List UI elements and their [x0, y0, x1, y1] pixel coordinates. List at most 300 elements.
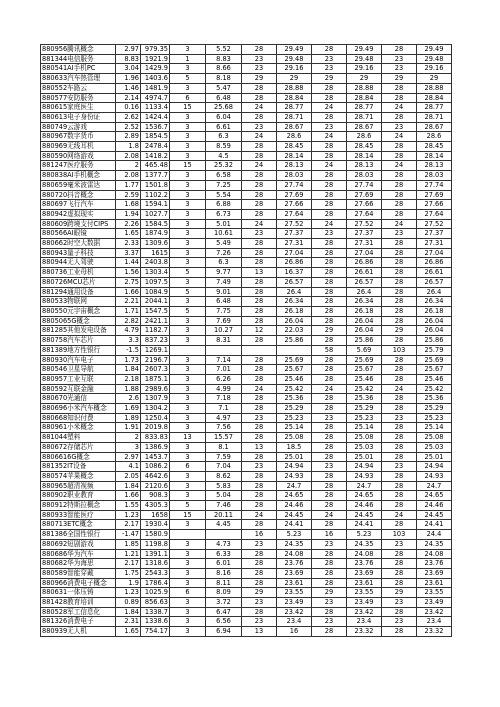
- c4-cell: 7.69: [206, 316, 242, 326]
- c10-cell: 24.94: [417, 462, 452, 472]
- sector-cell: [41, 83, 116, 93]
- c4-cell: 6.48: [206, 297, 242, 307]
- sector-code: 880966: [42, 578, 68, 587]
- sector-name: 塑料: [67, 433, 81, 442]
- c10-cell: 25.46: [417, 374, 452, 384]
- c3-cell: 3: [170, 209, 206, 219]
- c9-cell: 28: [382, 268, 417, 278]
- c6-cell: 26.4: [277, 287, 312, 297]
- c3-cell: 3: [170, 297, 206, 307]
- c10-cell: 23.4: [417, 617, 452, 627]
- change-cell: 2.08: [116, 151, 141, 161]
- sector-cell: [41, 64, 116, 74]
- c5-cell: 28: [242, 568, 277, 578]
- change-cell: 1.77: [116, 180, 141, 190]
- c3-cell: [170, 345, 206, 355]
- c4-cell: 6.94: [206, 627, 242, 637]
- table-row: [41, 491, 487, 501]
- c5-cell: 13: [242, 442, 277, 452]
- c8-cell: 25.42: [347, 384, 382, 394]
- sector-name: 车路云: [67, 83, 87, 92]
- price-cell: 1418.2: [141, 151, 170, 161]
- c3-cell: 3: [170, 394, 206, 404]
- c9-cell: 28: [382, 142, 417, 152]
- table-row: [41, 559, 487, 569]
- table-row: [41, 142, 487, 152]
- sector-cell: [41, 209, 116, 219]
- c7-cell: 24: [312, 161, 347, 171]
- c5-cell: 13: [242, 627, 277, 637]
- c7-cell: 28: [312, 578, 347, 588]
- sector-code: 880939: [42, 627, 68, 636]
- sector-code: 881386: [42, 530, 68, 539]
- change-cell: 1.66: [116, 287, 141, 297]
- table-row: [41, 306, 487, 316]
- c10-cell: 28.88: [417, 83, 452, 93]
- c8-cell: 23.4: [347, 617, 382, 627]
- c8-cell: 27.74: [347, 180, 382, 190]
- change-cell: 1.23: [116, 510, 141, 520]
- c5-cell: 28: [242, 45, 277, 55]
- c8-cell: 24.7: [347, 481, 382, 491]
- price-cell: 1453.7: [141, 452, 170, 462]
- sector-name: 消费电子概念: [67, 578, 107, 587]
- c10-cell: 28.67: [417, 122, 452, 132]
- sector-cell: [41, 355, 116, 365]
- price-cell: 1309.6: [141, 239, 170, 249]
- c3-cell: 15: [170, 510, 206, 520]
- c10-cell: 26.34: [417, 297, 452, 307]
- change-cell: 4.79: [116, 326, 141, 336]
- sector-name: 苹果概念: [67, 471, 94, 480]
- c9-cell: 28: [382, 171, 417, 181]
- sector-name: 全国性银行: [67, 530, 101, 539]
- table-row: [41, 501, 487, 511]
- c3-cell: 3: [170, 326, 206, 336]
- c6-cell: 28.88: [277, 83, 312, 93]
- sector-code: 880749: [42, 122, 68, 131]
- c8-cell: 26.57: [347, 277, 382, 287]
- table-row: [41, 578, 487, 588]
- c3-cell: 3: [170, 132, 206, 142]
- c10-cell: 25.67: [417, 365, 452, 375]
- sector-name: 特斯拉概念: [67, 501, 101, 510]
- c7-cell: 28: [312, 394, 347, 404]
- c7-cell: 28: [312, 355, 347, 365]
- c8-cell: 26.34: [347, 297, 382, 307]
- c10-cell: 24.45: [417, 510, 452, 520]
- sector-code: 880696: [42, 404, 68, 413]
- sector-name: 抖音概念: [67, 190, 94, 199]
- c9-cell: 28: [382, 306, 417, 316]
- c8-cell: 28.67: [347, 122, 382, 132]
- sector-name: 工业互联: [67, 374, 94, 383]
- c4-cell: 7.04: [206, 462, 242, 472]
- change-cell: 2.33: [116, 239, 141, 249]
- sector-name: 无线耳机: [67, 142, 94, 151]
- table-row: [41, 607, 487, 617]
- change-cell: 1.65: [116, 229, 141, 239]
- c4-cell: 9.01: [206, 287, 242, 297]
- change-cell: 2.05: [116, 471, 141, 481]
- sector-code: 880662: [42, 239, 68, 248]
- c6-cell: 28.84: [277, 93, 312, 103]
- sector-cell: [41, 452, 116, 462]
- sector-cell: [41, 559, 116, 569]
- sector-cell: [41, 219, 116, 229]
- c4-cell: 5.01: [206, 219, 242, 229]
- c6-cell: 28.71: [277, 112, 312, 122]
- c7-cell: 28: [312, 627, 347, 637]
- c10-cell: 25.23: [417, 413, 452, 423]
- c8-cell: 25.23: [347, 413, 382, 423]
- c3-cell: 3: [170, 112, 206, 122]
- change-cell: 1.84: [116, 481, 141, 491]
- c6-cell: 25.23: [277, 413, 312, 423]
- sector-name: AI手机概念: [67, 171, 101, 180]
- c6-cell: 29.48: [277, 54, 312, 64]
- c3-cell: 15: [170, 103, 206, 113]
- c8-cell: 24.94: [347, 462, 382, 472]
- c8-cell: 24.45: [347, 510, 382, 520]
- price-cell: 1198.8: [141, 539, 170, 549]
- c5-cell: 13: [242, 268, 277, 278]
- c3-cell: 3: [170, 374, 206, 384]
- c8-cell: 5.23: [347, 530, 382, 540]
- price-cell: 833.83: [141, 433, 170, 443]
- c8-cell: 25.14: [347, 423, 382, 433]
- change-cell: 2.17: [116, 520, 141, 530]
- table-row: [41, 258, 487, 268]
- c5-cell: 28: [242, 142, 277, 152]
- change-cell: 1.69: [116, 404, 141, 414]
- c5-cell: 24: [242, 384, 277, 394]
- sector-cell: [41, 588, 116, 598]
- change-cell: 2.97: [116, 452, 141, 462]
- c6-cell: 25.86: [277, 336, 312, 346]
- c6-cell: 24.93: [277, 471, 312, 481]
- c10-cell: 29.48: [417, 54, 452, 64]
- c5-cell: 28: [242, 336, 277, 346]
- c5-cell: 28: [242, 433, 277, 443]
- c7-cell: 28: [312, 200, 347, 210]
- c5-cell: 12: [242, 326, 277, 336]
- sector-code: 881247: [42, 161, 68, 170]
- c7-cell: 28: [312, 568, 347, 578]
- c9-cell: 28: [382, 258, 417, 268]
- c7-cell: 28: [312, 180, 347, 190]
- c9-cell: 28: [382, 404, 417, 414]
- table-row: [41, 549, 487, 559]
- c9-cell: 29: [382, 588, 417, 598]
- sector-code: 880697: [42, 200, 68, 209]
- c5-cell: 28: [242, 112, 277, 122]
- c9-cell: 24: [382, 161, 417, 171]
- c3-cell: [170, 530, 206, 540]
- c9-cell: 28: [382, 248, 417, 258]
- c6-cell: 26.86: [277, 258, 312, 268]
- c3-cell: 3: [170, 190, 206, 200]
- sector-name: 飞行汽车: [67, 200, 94, 209]
- price-cell: 1580.9: [141, 530, 170, 540]
- c5-cell: 28: [242, 190, 277, 200]
- c4-cell: [206, 345, 242, 355]
- c8-cell: 5.69: [347, 345, 382, 355]
- price-cell: 1027.7: [141, 209, 170, 219]
- sector-cell: [41, 306, 116, 316]
- c5-cell: 24: [242, 161, 277, 171]
- c5-cell: 23: [242, 229, 277, 239]
- change-cell: 2.26: [116, 219, 141, 229]
- sector-cell: [41, 462, 116, 472]
- c3-cell: 3: [170, 122, 206, 132]
- c10-cell: 28.84: [417, 93, 452, 103]
- sector-code: 881044: [42, 433, 68, 442]
- c3-cell: 3: [170, 248, 206, 258]
- sector-cell: [41, 171, 116, 181]
- c9-cell: 24: [382, 510, 417, 520]
- c5-cell: 23: [242, 413, 277, 423]
- c3-cell: 5: [170, 74, 206, 84]
- sector-cell: [41, 549, 116, 559]
- sector-name: 智能医疗: [67, 510, 94, 519]
- c10-cell: 25.14: [417, 423, 452, 433]
- c9-cell: 24: [382, 384, 417, 394]
- c6-cell: 28.13: [277, 161, 312, 171]
- sector-cell: [41, 433, 116, 443]
- c6-cell: 24.7: [277, 481, 312, 491]
- c8-cell: 24.46: [347, 501, 382, 511]
- c4-cell: 8.11: [206, 578, 242, 588]
- c6-cell: 29.49: [277, 45, 312, 55]
- c8-cell: 28.13: [347, 161, 382, 171]
- c10-cell: 23.49: [417, 598, 452, 608]
- sector-code: 880967: [42, 132, 68, 141]
- c4-cell: 7.59: [206, 452, 242, 462]
- c7-cell: 28: [312, 171, 347, 181]
- c10-cell: 29.49: [417, 45, 452, 55]
- sector-name: 光通信: [67, 394, 87, 403]
- c8-cell: 27.66: [347, 200, 382, 210]
- c7-cell: 28: [312, 93, 347, 103]
- c8-cell: 29.49: [347, 45, 382, 55]
- sector-name: 短剧游戏: [67, 539, 94, 548]
- c3-cell: 3: [170, 151, 206, 161]
- table-row: [41, 122, 487, 132]
- c10-cell: 27.69: [417, 190, 452, 200]
- c3-cell: 3: [170, 568, 206, 578]
- c7-cell: 24: [312, 132, 347, 142]
- price-cell: 1250.4: [141, 413, 170, 423]
- c5-cell: 28: [242, 93, 277, 103]
- c3-cell: 3: [170, 45, 206, 55]
- c3-cell: 3: [170, 520, 206, 530]
- price-cell: 1304.2: [141, 404, 170, 414]
- change-cell: 0.16: [116, 103, 141, 113]
- c8-cell: 28.84: [347, 93, 382, 103]
- c10-cell: 29: [417, 74, 452, 84]
- c10-cell: 25.36: [417, 394, 452, 404]
- c4-cell: 5.04: [206, 491, 242, 501]
- c8-cell: 28.45: [347, 142, 382, 152]
- c7-cell: 28: [312, 45, 347, 55]
- c10-cell: 25.08: [417, 433, 452, 443]
- sector-name: AI手机PC: [67, 64, 96, 73]
- table-row: [41, 326, 487, 336]
- sector-name: 无人驾驶: [67, 258, 94, 267]
- sector-code: 880713: [42, 520, 68, 529]
- c5-cell: 28: [242, 209, 277, 219]
- c3-cell: 3: [170, 171, 206, 181]
- table-row: [41, 64, 487, 74]
- c7-cell: 28: [312, 151, 347, 161]
- sector-name: 跨境支付CIPS: [67, 219, 109, 228]
- c4-cell: 8.1: [206, 442, 242, 452]
- c10-cell: 29.16: [417, 64, 452, 74]
- c8-cell: 23.55: [347, 588, 382, 598]
- sector-cell: [41, 239, 116, 249]
- c10-cell: 24.08: [417, 549, 452, 559]
- c9-cell: 28: [382, 394, 417, 404]
- c3-cell: 3: [170, 598, 206, 608]
- change-cell: 3.37: [116, 248, 141, 258]
- sector-name: 知识付费: [67, 413, 94, 422]
- c4-cell: 6.48: [206, 93, 242, 103]
- c7-cell: 28: [312, 374, 347, 384]
- price-cell: 2403.8: [141, 258, 170, 268]
- c4-cell: 6.88: [206, 200, 242, 210]
- c7-cell: 23: [312, 539, 347, 549]
- sector-code: 880546: [42, 365, 68, 374]
- c5-cell: 23: [242, 122, 277, 132]
- sector-name: 腾讯概念: [67, 45, 94, 53]
- table-row: [41, 598, 487, 608]
- sector-code: 880902: [42, 491, 68, 500]
- c4-cell: 7.56: [206, 423, 242, 433]
- sector-name: 网络游戏: [67, 151, 94, 160]
- c4-cell: 8.62: [206, 471, 242, 481]
- c10-cell: 28.6: [417, 132, 452, 142]
- table-row: [41, 316, 487, 326]
- c3-cell: 3: [170, 627, 206, 637]
- change-cell: 1.44: [116, 258, 141, 268]
- c7-cell: 23: [312, 462, 347, 472]
- table-row: [41, 627, 487, 637]
- c10-cell: 26.61: [417, 268, 452, 278]
- c5-cell: 28: [242, 394, 277, 404]
- c6-cell: 23.76: [277, 559, 312, 569]
- sector-code: 880659: [42, 180, 68, 189]
- c7-cell: 28: [312, 248, 347, 258]
- c7-cell: 28: [312, 209, 347, 219]
- c7-cell: 24: [312, 384, 347, 394]
- sector-code: 880631: [42, 588, 68, 597]
- c4-cell: 20.11: [206, 510, 242, 520]
- sector-cell: [41, 423, 116, 433]
- c3-cell: 5: [170, 306, 206, 316]
- change-cell: -1.5: [116, 345, 141, 355]
- sector-name: 家庭医生: [67, 103, 94, 112]
- c4-cell: 6.73: [206, 209, 242, 219]
- c4-cell: 8.83: [206, 54, 242, 64]
- c5-cell: 23: [242, 598, 277, 608]
- c6-cell: 27.52: [277, 219, 312, 229]
- sector-cell: [41, 336, 116, 346]
- c10-cell: 27.64: [417, 209, 452, 219]
- price-cell: 1501.8: [141, 180, 170, 190]
- c9-cell: 28: [382, 355, 417, 365]
- c8-cell: 28.14: [347, 151, 382, 161]
- table-row: [41, 365, 487, 375]
- c9-cell: 28: [382, 442, 417, 452]
- c3-cell: 3: [170, 607, 206, 617]
- c9-cell: 23: [382, 598, 417, 608]
- table-row: [41, 520, 487, 530]
- c4-cell: 5.52: [206, 45, 242, 55]
- c7-cell: 16: [312, 530, 347, 540]
- c5-cell: 24: [242, 510, 277, 520]
- c5-cell: 28: [242, 151, 277, 161]
- c7-cell: 28: [312, 287, 347, 297]
- sector-name: 物联网: [67, 297, 87, 306]
- price-cell: 1594.1: [141, 200, 170, 210]
- c8-cell: 23.61: [347, 578, 382, 588]
- price-cell: 2019.8: [141, 423, 170, 433]
- c4-cell: 4.73: [206, 539, 242, 549]
- c8-cell: 29.16: [347, 64, 382, 74]
- c4-cell: 7.46: [206, 501, 242, 511]
- c9-cell: 28: [382, 520, 417, 530]
- sector-cell: [41, 229, 116, 239]
- c4-cell: 6.04: [206, 112, 242, 122]
- change-cell: 1.21: [116, 549, 141, 559]
- sector-name: 云游戏: [67, 122, 87, 131]
- sector-cell: [41, 287, 116, 297]
- sector-name: 智能穿戴: [67, 568, 94, 577]
- c10-cell: 23.61: [417, 578, 452, 588]
- c3-cell: 3: [170, 384, 206, 394]
- sector-name: 医疗服务: [67, 161, 94, 170]
- c9-cell: 28: [382, 365, 417, 375]
- c3-cell: 3: [170, 423, 206, 433]
- sector-code: 880969: [42, 142, 68, 151]
- c9-cell: 28: [382, 433, 417, 443]
- sector-name: 互联金融: [67, 384, 94, 393]
- c10-cell: 26.04: [417, 326, 452, 336]
- sector-cell: [41, 132, 116, 142]
- sector-name: 5G概念: [67, 316, 90, 325]
- c6-cell: 24.41: [277, 520, 312, 530]
- c4-cell: 6.26: [206, 374, 242, 384]
- sector-cell: [41, 268, 116, 278]
- sector-code: 880942: [42, 209, 68, 218]
- c8-cell: 24.41: [347, 520, 382, 530]
- c9-cell: 103: [382, 345, 417, 355]
- c4-cell: 7.49: [206, 277, 242, 287]
- c10-cell: 26.04: [417, 316, 452, 326]
- price-cell: 2478.4: [141, 142, 170, 152]
- c6-cell: 5.23: [277, 530, 312, 540]
- table-row: [41, 287, 487, 297]
- c6-cell: 16: [277, 627, 312, 637]
- c6-cell: 28.03: [277, 171, 312, 181]
- sector-code: 880613: [42, 112, 68, 121]
- price-cell: 1854.5: [141, 132, 170, 142]
- change-cell: 2.14: [116, 93, 141, 103]
- sector-cell: [41, 345, 116, 355]
- c7-cell: 29: [312, 74, 347, 84]
- sector-code: 881285: [42, 326, 68, 335]
